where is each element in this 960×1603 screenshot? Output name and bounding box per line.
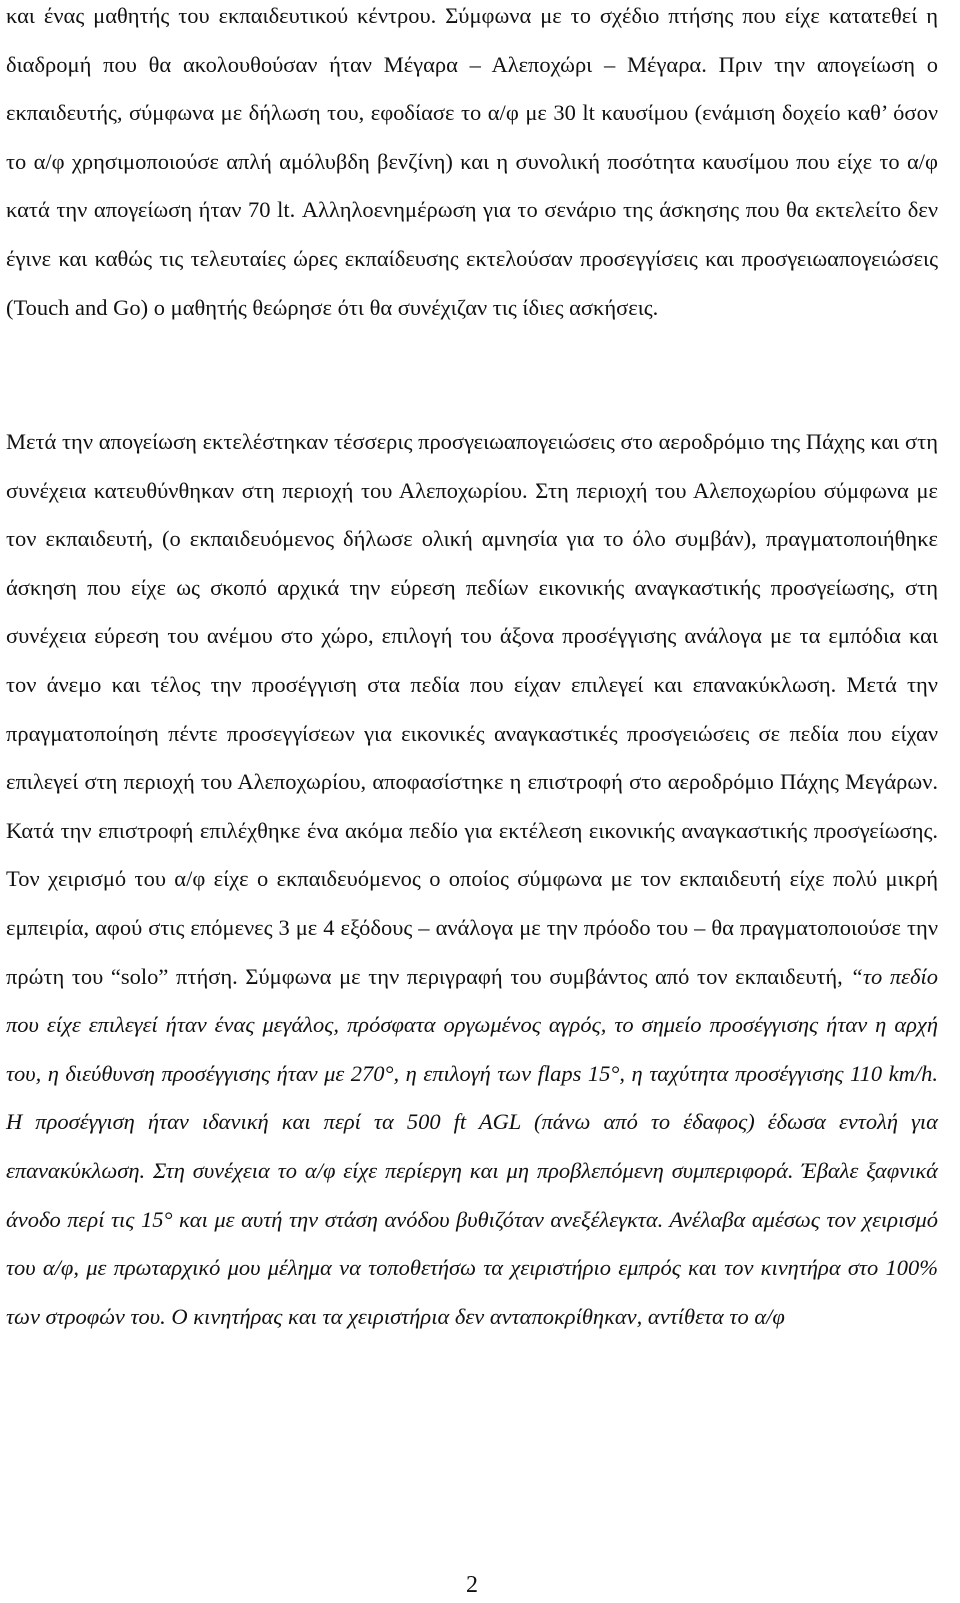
document-page [6, 0, 938, 1603]
paragraph-text: Μετά την απογείωση εκτελέστηκαν τέσσερις προσγειωαπογειώσεις στο αεροδρόμιο της Πάχης και στη συνέχεια κατευθύνθηκαν στη περιοχή του Αλεποχωρίου. Στη περιοχή του Αλεποχωρίου σύμφωνα με τον εκπαιδευτή, (ο εκπαιδευόμενος δήλωσε ολική αμνησία για το όλο συμβάν), πραγματοποιήθηκε άσκηση που είχε ως σκοπό αρχικά την εύρεση πεδίων εικονικής αναγκαστικής προσγείωσης, στη συνέχεια εύρεση του ανέμου στο χώρο, επιλογή του άξονα προσέγγισης ανάλογα με τα εμπόδια και τον άνεμο και τέλος την προσέγγιση στα πεδία που είχαν επιλεγεί και επανακύκλωση. Μετά την πραγματοποίηση πέντε προσεγγίσεων για εικονικές αναγκαστικές προσγειώσεις σε πεδία που είχαν επιλεγεί στη περιοχή του Αλεποχωρίου, αποφασίστηκε η επιστροφή στο αεροδρόμιο Πάχης Μεγάρων. Κατά την επιστροφή επιλέχθηκε ένα ακόμα πεδίο για εκτέλεση εικονικής αναγκαστικής προσγείωσης. Τον χειρισμό του α/φ είχε ο εκπαιδευόμενος ο οποίος σύμφωνα με τον εκπαιδευτή είχε πολύ μικρή εμπειρία, αφού στις επόμενες 3 με 4 εξόδους – ανάλογα με την πρόοδο του – θα πραγματοποιούσε την πρώτη του “solo” πτήση. Σύμφωνα με την περιγραφή του συμβάντος από τον εκπαιδευτή, [6, 429, 938, 989]
page-number: 2 [466, 1572, 478, 1598]
instructor-quote: “το πεδίο που είχε επιλεγεί ήταν ένας μεγάλος, πρόσφατα οργωμένος αγρός, το σημείο προσέγγισης ήταν η αρχή του, η διεύθυνση προσέγγισης ήταν με 270°, η επιλογή των flaps 15°, η ταχύτητα προσέγγισης 110 km/h. Η προσέγγιση ήταν ιδανική και περί τα 500 ft AGL (πάνω από το έδαφος) έδωσα εντολή για επανακύκλωση. Στη συνέχεια το α/φ είχε περίεργη και μη προβλεπόμενη συμπεριφορά. Έβαλε ξαφνικά άνοδο περί τις 15° και με αυτή την στάση ανόδου βυθιζόταν ανεξέλεγκτα. Ανέλαβα αμέσως τον χειρισμό του α/φ, με πρωταρχικό μου μέλημα να τοποθετήσω τα χειριστήριο εμπρός και τον κινητήρα στο 100% των στροφών του. Ο κινητήρας και τα χειριστήρια δεν ανταποκρίθηκαν, αντίθετα το α/φ [6, 963, 938, 1329]
body-paragraph [6, 418, 938, 1341]
body-paragraph: και ένας μαθητής του εκπαιδευτικού κέντρου. Σύμφωνα με το σχέδιο πτήσης που είχε κατατεθεί η διαδρομή που θα ακολουθούσαν ήταν Μέγαρα – Αλεποχώρι – Μέγαρα. Πριν την απογείωση ο εκπαιδευτής, σύμφωνα με δήλωση του, εφοδίασε το α/φ με 30 lt καυσίμου (ενάμιση δοχείο καθ’ όσον το α/φ χρησιμοποιούσε απλή αμόλυβδη βενζίνη) και η συνολική ποσότητα καυσίμου που είχε το α/φ κατά την απογείωση ήταν 70 lt. Αλληλοενημέρωση για το σενάριο της άσκησης που θα εκτελείτο δεν έγινε και καθώς τις τελευταίες ώρες εκπαίδευσης εκτελούσαν προσεγγίσεις και προσγειωαπογειώσεις (Touch and Go) ο μαθητής θεώρησε ότι θα συνέχιζαν τις ίδιες ασκήσεις. [6, 3, 938, 320]
